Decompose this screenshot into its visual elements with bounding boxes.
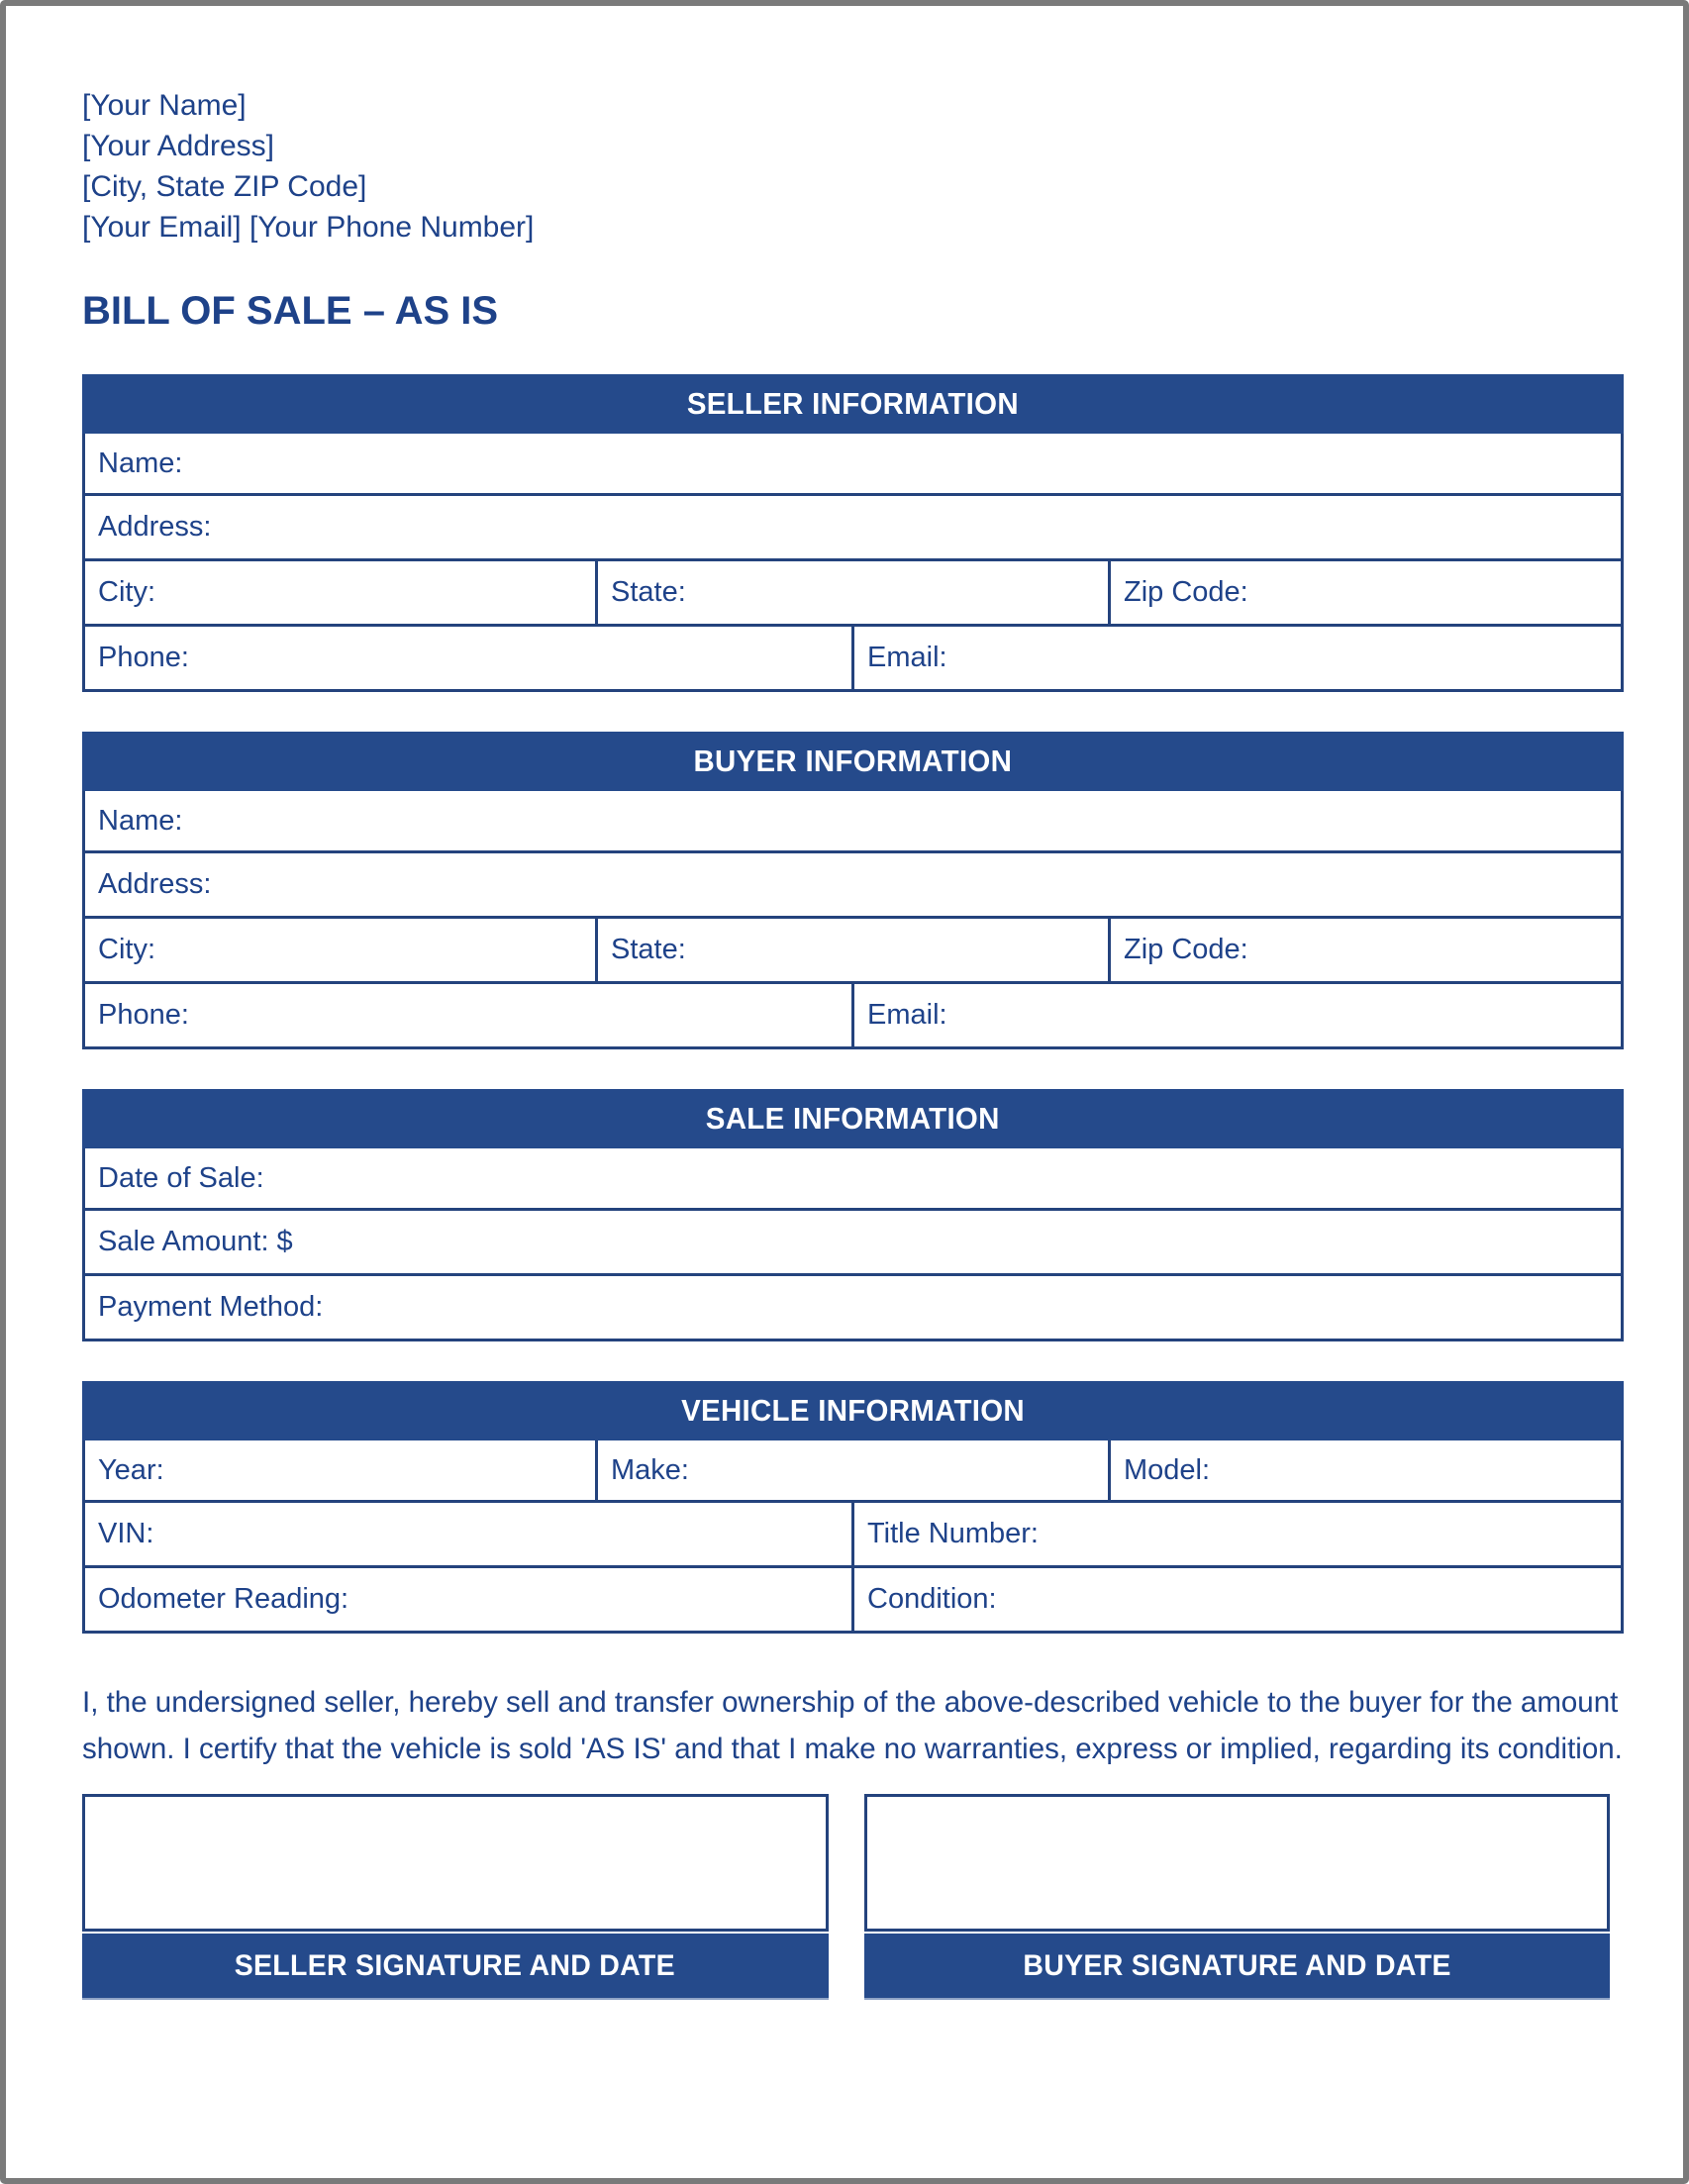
table-row [85, 1565, 1621, 1631]
table-row [85, 1500, 1621, 1565]
sale-date-field[interactable] [85, 1148, 1621, 1208]
vehicle-odometer-field[interactable] [85, 1568, 851, 1631]
buyer-address-field[interactable] [85, 853, 1621, 916]
contact-block [82, 85, 1624, 248]
seller-signature-bar [82, 1934, 829, 2000]
sale-amount-label: Sale Amount: $ [98, 1226, 293, 1257]
table-row [85, 916, 1621, 981]
buyer-name-field[interactable] [85, 791, 1621, 850]
vehicle-title-number-field[interactable] [851, 1503, 1621, 1565]
seller-section-header [82, 374, 1624, 434]
vehicle-condition-field[interactable] [851, 1568, 1621, 1631]
sale-amount-field[interactable] [85, 1211, 1621, 1273]
seller-state-field[interactable] [595, 561, 1108, 624]
vehicle-year-field[interactable] [85, 1440, 595, 1500]
table-row [85, 1148, 1621, 1208]
table-row [85, 791, 1621, 850]
sale-information-table [82, 1089, 1624, 1341]
vehicle-make-field[interactable] [595, 1440, 1108, 1500]
seller-name-label: Name: [98, 447, 183, 479]
seller-email-label: Email: [867, 642, 947, 673]
vehicle-condition-label: Condition: [867, 1583, 997, 1615]
table-row [85, 434, 1621, 493]
vehicle-information-table [82, 1381, 1624, 1634]
vehicle-table-body [82, 1440, 1624, 1634]
buyer-address-label: Address: [98, 868, 212, 900]
vehicle-model-label: Model: [1124, 1453, 1211, 1486]
buyer-signature-area[interactable] [864, 1794, 1611, 1932]
buyer-section-header [82, 732, 1624, 791]
vehicle-vin-label: VIN: [98, 1518, 154, 1549]
buyer-city-label: City: [98, 934, 155, 965]
table-row [85, 1273, 1621, 1339]
buyer-section-header-label: BUYER INFORMATION [693, 744, 1013, 778]
table-row [85, 1440, 1621, 1500]
buyer-city-field[interactable] [85, 919, 595, 981]
buyer-name-label: Name: [98, 804, 183, 837]
signature-section [82, 1794, 1610, 2000]
table-row [85, 981, 1621, 1046]
vehicle-section-header-label: VEHICLE INFORMATION [681, 1393, 1025, 1428]
seller-city-field[interactable] [85, 561, 595, 624]
table-row [85, 624, 1621, 689]
vehicle-model-field[interactable] [1108, 1440, 1621, 1500]
table-row [85, 850, 1621, 916]
sale-payment-method-label: Payment Method: [98, 1291, 324, 1323]
vehicle-vin-field[interactable] [85, 1503, 851, 1565]
buyer-signature-bar [864, 1934, 1611, 2000]
vehicle-title-number-label: Title Number: [867, 1518, 1039, 1549]
seller-name-field[interactable] [85, 434, 1621, 493]
buyer-information-table [82, 732, 1624, 1049]
seller-email-field[interactable] [851, 627, 1621, 689]
sale-payment-method-field[interactable] [85, 1276, 1621, 1339]
seller-address-label: Address: [98, 511, 212, 543]
seller-table-body [82, 434, 1624, 692]
contact-city-line: [City, State ZIP Code] [82, 170, 367, 203]
page-title: BILL OF SALE – AS IS [82, 289, 499, 333]
table-row [85, 493, 1621, 558]
sale-date-label: Date of Sale: [98, 1161, 264, 1194]
seller-state-label: State: [611, 576, 686, 608]
contact-name-line: [Your Name] [82, 89, 247, 122]
seller-phone-label: Phone: [98, 642, 189, 673]
buyer-table-body [82, 791, 1624, 1049]
seller-zip-field[interactable] [1108, 561, 1621, 624]
seller-signature-bar-label: SELLER SIGNATURE AND DATE [235, 1948, 676, 1982]
vehicle-odometer-label: Odometer Reading: [98, 1583, 349, 1615]
table-row [85, 1208, 1621, 1273]
buyer-zip-label: Zip Code: [1124, 934, 1248, 965]
seller-zip-label: Zip Code: [1124, 576, 1248, 608]
buyer-state-field[interactable] [595, 919, 1108, 981]
buyer-signature-bar-label: BUYER SIGNATURE AND DATE [1023, 1948, 1451, 1982]
contact-address-line: [Your Address] [82, 130, 275, 162]
sale-section-header [82, 1089, 1624, 1148]
sale-table-body [82, 1148, 1624, 1341]
seller-section-header-label: SELLER INFORMATION [686, 386, 1020, 421]
vehicle-year-label: Year: [98, 1453, 164, 1486]
seller-city-label: City: [98, 576, 155, 608]
buyer-email-field[interactable] [851, 984, 1621, 1046]
contact-email-phone-line: [Your Email] [Your Phone Number] [82, 211, 535, 244]
seller-address-field[interactable] [85, 496, 1621, 558]
seller-signature-area[interactable] [82, 1794, 829, 1932]
buyer-phone-label: Phone: [98, 999, 189, 1031]
seller-signature-block [82, 1794, 829, 2000]
buyer-zip-field[interactable] [1108, 919, 1621, 981]
vehicle-section-header [82, 1381, 1624, 1440]
vehicle-make-label: Make: [611, 1453, 689, 1486]
buyer-state-label: State: [611, 934, 686, 965]
buyer-phone-field[interactable] [85, 984, 851, 1046]
seller-phone-field[interactable] [85, 627, 851, 689]
seller-information-table [82, 374, 1624, 692]
sale-section-header-label: SALE INFORMATION [706, 1101, 1000, 1136]
table-row [85, 558, 1621, 624]
buyer-signature-block [864, 1794, 1611, 2000]
buyer-email-label: Email: [867, 999, 947, 1031]
as-is-disclaimer-text: I, the undersigned seller, hereby sell and transfer ownership of the above-described vehicle to the buyer for the amount shown. I certify that the vehicle is sold 'AS IS' and that I make no warranties, express or implied, regarding its condition. [82, 1686, 1623, 1765]
